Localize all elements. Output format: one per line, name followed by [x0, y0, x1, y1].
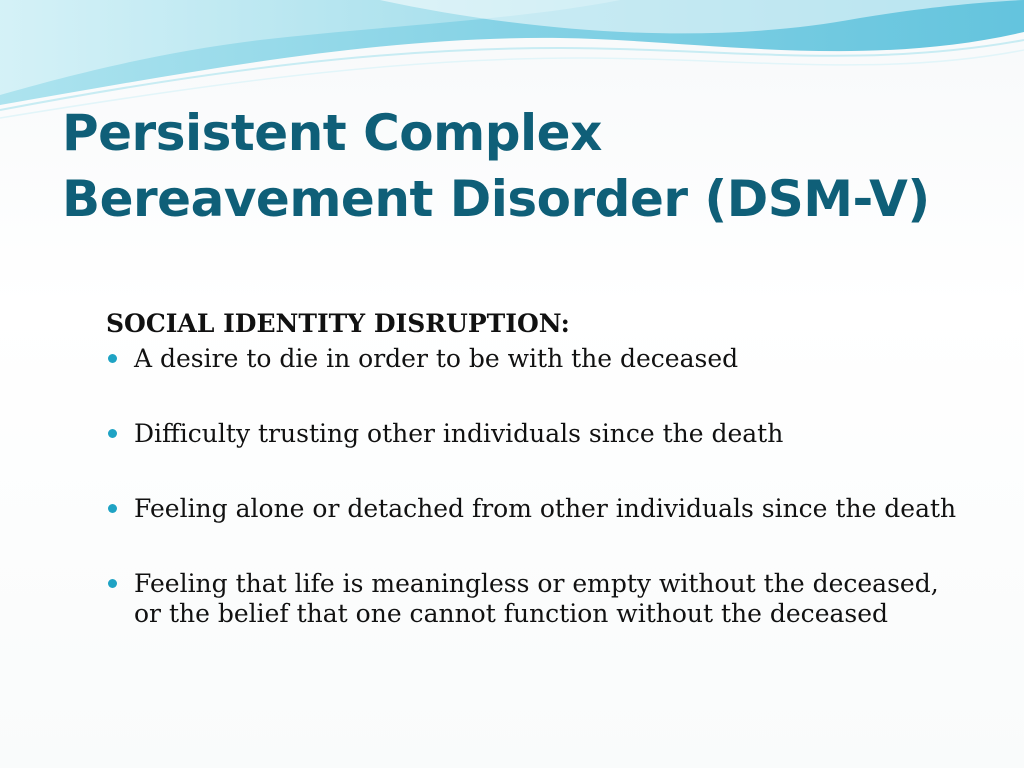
bullet-list: [106, 344, 966, 629]
bullet-dot-icon: [108, 429, 117, 438]
bullet-dot-icon: [108, 354, 117, 363]
bullet-item: [106, 569, 966, 629]
slide-content: [106, 306, 966, 674]
bullet-text: A desire to die in order to be with the deceased: [134, 344, 739, 373]
bullet-dot-icon: [108, 504, 117, 513]
bullet-item: [106, 344, 966, 374]
slide-title: Persistent Complex Bereavement Disorder (DSM-V): [62, 104, 930, 228]
bullet-item: [106, 419, 966, 449]
bullet-text: Feeling that life is meaningless or empty without the deceased, or the belief that one cannot function without the deceased: [134, 569, 939, 628]
bullet-text: Feeling alone or detached from other individuals since the death: [134, 494, 957, 523]
bullet-text: Difficulty trusting other individuals since the death: [134, 419, 784, 448]
section-heading: SOCIAL IDENTITY DISRUPTION:: [106, 309, 570, 338]
bullet-item: [106, 494, 966, 524]
bullet-dot-icon: [108, 579, 117, 588]
